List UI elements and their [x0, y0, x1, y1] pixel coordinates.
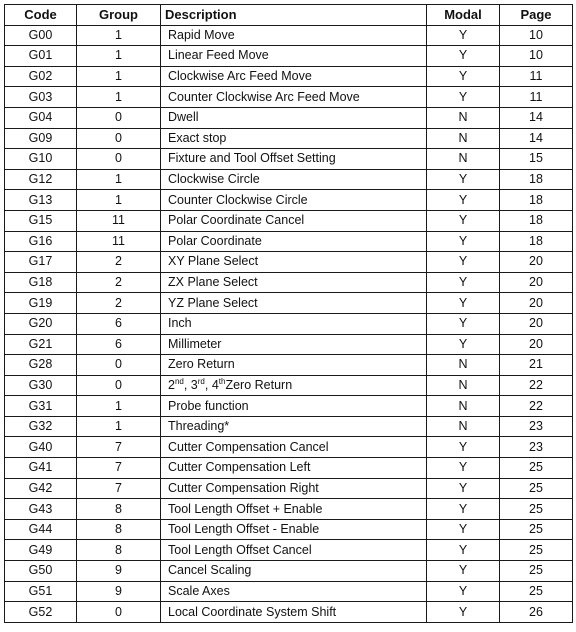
cell-modal: Y [427, 313, 500, 334]
cell-modal: Y [427, 499, 500, 520]
cell-group: 1 [77, 87, 161, 108]
cell-modal: Y [427, 478, 500, 499]
cell-modal: N [427, 128, 500, 149]
table-row [5, 25, 573, 46]
cell-group: 1 [77, 396, 161, 417]
cell-modal: N [427, 375, 500, 396]
table-row [5, 190, 573, 211]
cell-modal: Y [427, 519, 500, 540]
cell-code: G04 [5, 107, 77, 128]
cell-code: G13 [5, 190, 77, 211]
cell-description: Probe function [161, 396, 427, 417]
cell-group: 1 [77, 169, 161, 190]
table-row [5, 540, 573, 561]
cell-code: G03 [5, 87, 77, 108]
cell-code: G20 [5, 313, 77, 334]
cell-group: 6 [77, 313, 161, 334]
cell-group: 0 [77, 128, 161, 149]
table-row [5, 334, 573, 355]
table-row [5, 293, 573, 314]
table-row [5, 87, 573, 108]
table-row [5, 210, 573, 231]
cell-code: G01 [5, 46, 77, 67]
table-row [5, 416, 573, 437]
cell-page: 23 [500, 416, 573, 437]
cell-page: 20 [500, 272, 573, 293]
cell-modal: Y [427, 231, 500, 252]
cell-description: Inch [161, 313, 427, 334]
cell-code: G32 [5, 416, 77, 437]
cell-code: G50 [5, 561, 77, 582]
cell-group: 8 [77, 519, 161, 540]
description-superscript: rd [197, 376, 205, 386]
cell-group: 2 [77, 272, 161, 293]
cell-code: G18 [5, 272, 77, 293]
cell-code: G52 [5, 602, 77, 623]
cell-modal: Y [427, 293, 500, 314]
table-row [5, 375, 573, 396]
cell-description: Cutter Compensation Left [161, 458, 427, 479]
cell-description [161, 375, 427, 396]
cell-description: YZ Plane Select [161, 293, 427, 314]
header-description: Description [161, 5, 427, 26]
cell-page: 18 [500, 231, 573, 252]
cell-description: Dwell [161, 107, 427, 128]
cell-page: 26 [500, 602, 573, 623]
table-row [5, 519, 573, 540]
cell-code: G31 [5, 396, 77, 417]
cell-page: 11 [500, 66, 573, 87]
cell-description: Counter Clockwise Circle [161, 190, 427, 211]
description-superscript: nd [174, 376, 184, 386]
cell-group: 2 [77, 293, 161, 314]
header-row [5, 5, 573, 26]
header-code: Code [5, 5, 77, 26]
cell-modal: N [427, 416, 500, 437]
cell-description: ZX Plane Select [161, 272, 427, 293]
cell-modal: Y [427, 66, 500, 87]
cell-modal: Y [427, 87, 500, 108]
table-row [5, 66, 573, 87]
cell-page: 11 [500, 87, 573, 108]
cell-page: 22 [500, 396, 573, 417]
cell-code: G10 [5, 149, 77, 170]
cell-code: G02 [5, 66, 77, 87]
header-modal: Modal [427, 5, 500, 26]
table-row [5, 231, 573, 252]
cell-description: Exact stop [161, 128, 427, 149]
cell-code: G41 [5, 458, 77, 479]
cell-description: Local Coordinate System Shift [161, 602, 427, 623]
cell-code: G51 [5, 581, 77, 602]
cell-group: 1 [77, 416, 161, 437]
cell-code: G30 [5, 375, 77, 396]
cell-modal: Y [427, 581, 500, 602]
cell-description: Zero Return [161, 355, 427, 376]
cell-group: 0 [77, 375, 161, 396]
cell-page: 21 [500, 355, 573, 376]
cell-code: G09 [5, 128, 77, 149]
cell-group: 11 [77, 231, 161, 252]
cell-description: Cancel Scaling [161, 561, 427, 582]
cell-modal: Y [427, 458, 500, 479]
table-row [5, 499, 573, 520]
cell-description: XY Plane Select [161, 252, 427, 273]
table-row [5, 478, 573, 499]
description-superscript: th [218, 376, 226, 386]
description-text: , 3 [183, 377, 198, 392]
cell-page: 18 [500, 190, 573, 211]
cell-page: 10 [500, 25, 573, 46]
header-group: Group [77, 5, 161, 26]
cell-code: G00 [5, 25, 77, 46]
cell-modal: Y [427, 190, 500, 211]
cell-page: 18 [500, 169, 573, 190]
cell-code: G17 [5, 252, 77, 273]
cell-code: G44 [5, 519, 77, 540]
description-text: , 4 [204, 377, 219, 392]
cell-modal: Y [427, 334, 500, 355]
cell-description: Tool Length Offset Cancel [161, 540, 427, 561]
cell-code: G15 [5, 210, 77, 231]
cell-page: 14 [500, 107, 573, 128]
cell-code: G42 [5, 478, 77, 499]
table-row [5, 561, 573, 582]
cell-modal: Y [427, 602, 500, 623]
cell-group: 7 [77, 478, 161, 499]
cell-description: Clockwise Circle [161, 169, 427, 190]
cell-page: 25 [500, 519, 573, 540]
cell-modal: Y [427, 210, 500, 231]
table-row [5, 128, 573, 149]
cell-modal: N [427, 396, 500, 417]
cell-page: 23 [500, 437, 573, 458]
cell-page: 25 [500, 540, 573, 561]
cell-group: 8 [77, 540, 161, 561]
cell-modal: N [427, 107, 500, 128]
cell-page: 22 [500, 375, 573, 396]
cell-code: G12 [5, 169, 77, 190]
table-row [5, 396, 573, 417]
table-row [5, 252, 573, 273]
table-row [5, 581, 573, 602]
cell-group: 7 [77, 458, 161, 479]
table-row [5, 46, 573, 67]
cell-page: 20 [500, 313, 573, 334]
cell-description: Tool Length Offset + Enable [161, 499, 427, 520]
cell-group: 9 [77, 561, 161, 582]
cell-description: Linear Feed Move [161, 46, 427, 67]
cell-code: G49 [5, 540, 77, 561]
cell-group: 11 [77, 210, 161, 231]
cell-description: Polar Coordinate Cancel [161, 210, 427, 231]
cell-group: 6 [77, 334, 161, 355]
cell-group: 0 [77, 602, 161, 623]
table-row [5, 602, 573, 623]
cell-description: Counter Clockwise Arc Feed Move [161, 87, 427, 108]
cell-description: Cutter Compensation Right [161, 478, 427, 499]
cell-modal: Y [427, 540, 500, 561]
table-row [5, 355, 573, 376]
cell-code: G19 [5, 293, 77, 314]
cell-description: Fixture and Tool Offset Setting [161, 149, 427, 170]
cell-description: Cutter Compensation Cancel [161, 437, 427, 458]
table-row [5, 437, 573, 458]
cell-modal: Y [427, 25, 500, 46]
cell-page: 18 [500, 210, 573, 231]
table-row [5, 149, 573, 170]
cell-page: 25 [500, 458, 573, 479]
cell-group: 1 [77, 46, 161, 67]
gcode-table-container [4, 4, 573, 623]
table-row [5, 107, 573, 128]
cell-description: Millimeter [161, 334, 427, 355]
cell-group: 8 [77, 499, 161, 520]
gcode-table [4, 4, 573, 623]
cell-group: 7 [77, 437, 161, 458]
cell-description: Threading* [161, 416, 427, 437]
cell-modal: Y [427, 252, 500, 273]
cell-code: G16 [5, 231, 77, 252]
cell-description: Tool Length Offset - Enable [161, 519, 427, 540]
cell-modal: Y [427, 272, 500, 293]
cell-code: G40 [5, 437, 77, 458]
table-row [5, 169, 573, 190]
table-row [5, 458, 573, 479]
cell-modal: N [427, 355, 500, 376]
cell-page: 14 [500, 128, 573, 149]
cell-modal: N [427, 149, 500, 170]
table-row [5, 313, 573, 334]
cell-description: Polar Coordinate [161, 231, 427, 252]
cell-modal: Y [427, 437, 500, 458]
cell-description: Rapid Move [161, 25, 427, 46]
header-page: Page [500, 5, 573, 26]
cell-group: 1 [77, 190, 161, 211]
cell-modal: Y [427, 169, 500, 190]
cell-page: 10 [500, 46, 573, 67]
cell-page: 25 [500, 581, 573, 602]
cell-description: Scale Axes [161, 581, 427, 602]
cell-page: 20 [500, 334, 573, 355]
cell-page: 25 [500, 478, 573, 499]
description-text: 2 [168, 377, 175, 392]
cell-group: 1 [77, 25, 161, 46]
cell-modal: Y [427, 46, 500, 67]
cell-page: 25 [500, 561, 573, 582]
cell-code: G21 [5, 334, 77, 355]
table-row [5, 272, 573, 293]
cell-page: 15 [500, 149, 573, 170]
description-text: Zero Return [225, 377, 293, 392]
cell-group: 0 [77, 149, 161, 170]
cell-group: 2 [77, 252, 161, 273]
cell-code: G28 [5, 355, 77, 376]
cell-modal: Y [427, 561, 500, 582]
cell-group: 9 [77, 581, 161, 602]
cell-code: G43 [5, 499, 77, 520]
cell-page: 25 [500, 499, 573, 520]
cell-group: 1 [77, 66, 161, 87]
cell-group: 0 [77, 355, 161, 376]
cell-page: 20 [500, 293, 573, 314]
cell-page: 20 [500, 252, 573, 273]
cell-group: 0 [77, 107, 161, 128]
cell-description: Clockwise Arc Feed Move [161, 66, 427, 87]
table-header [5, 5, 573, 26]
table-body [5, 25, 573, 622]
